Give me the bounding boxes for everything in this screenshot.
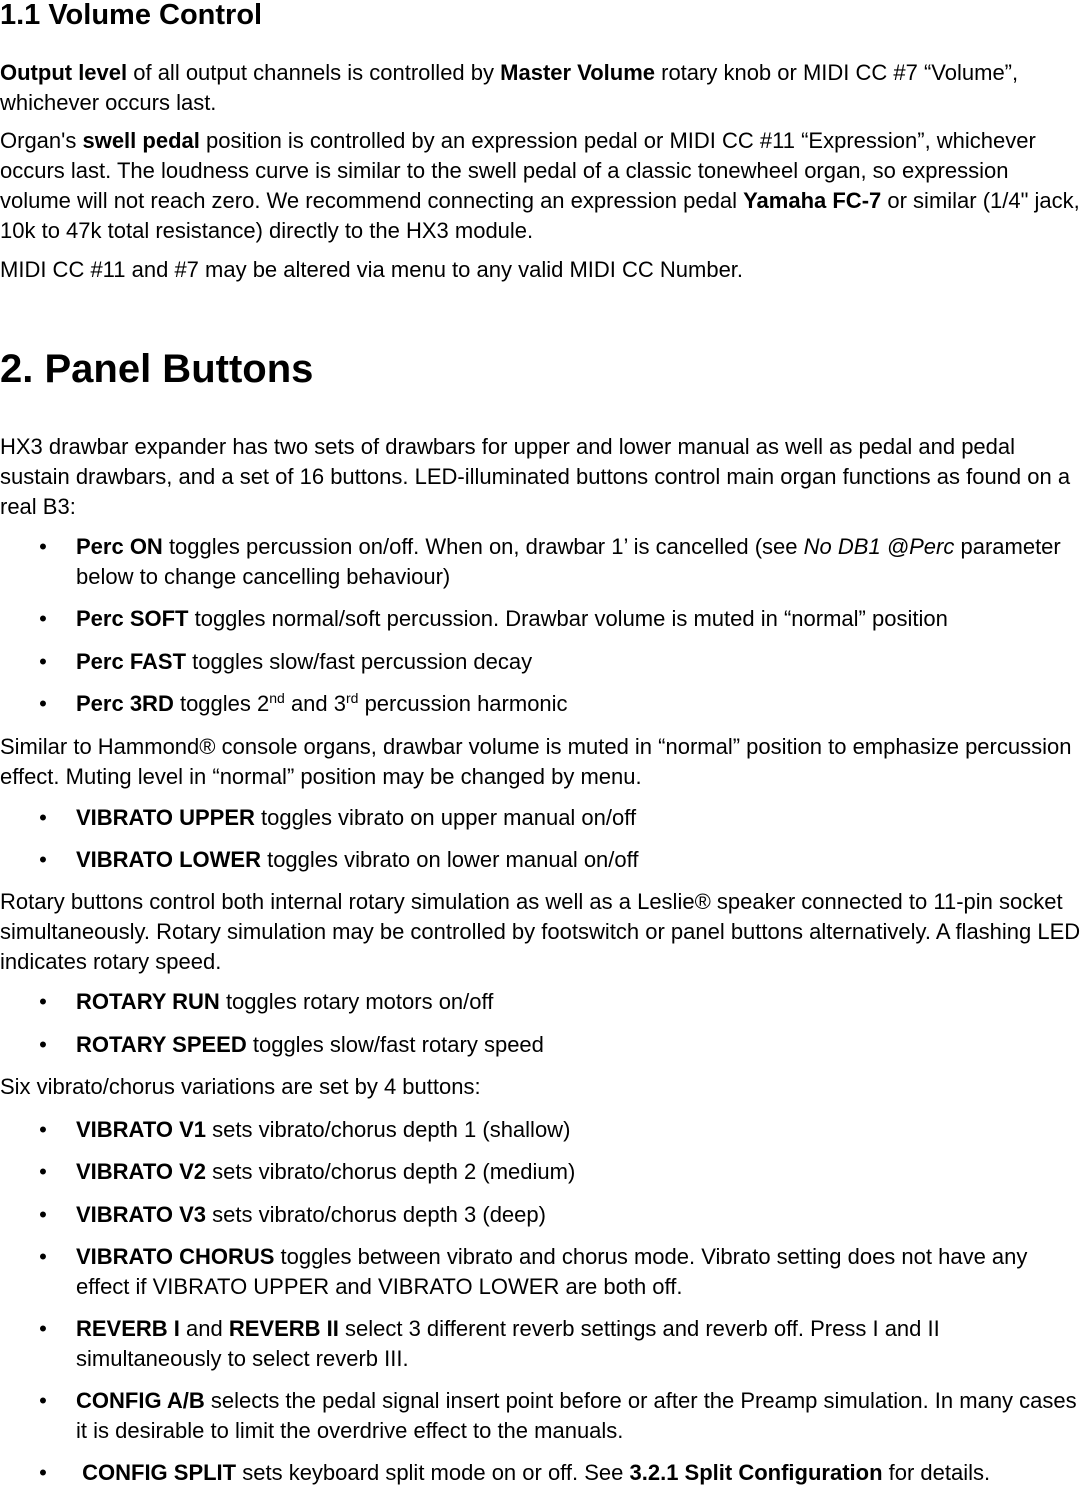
section-heading-volume-control: 1.1 Volume Control xyxy=(0,0,263,31)
term-config-ab: CONFIG A/B xyxy=(76,1388,205,1413)
list-item-vibrato-v2: • VIBRATO V2 sets vibrato/chorus depth 2 (medium) xyxy=(0,1157,1084,1187)
term-vibrato-lower: VIBRATO LOWER xyxy=(76,847,261,872)
term-perc-on: Perc ON xyxy=(76,534,163,559)
bullet-icon: • xyxy=(39,1388,47,1413)
paragraph-intro: HX3 drawbar expander has two sets of drawbars for upper and lower manual as well as pedal and pedal sustain drawbars, and a set of 16 buttons. LED-illuminated buttons control main organ functions as found on a real B3: xyxy=(0,434,1071,519)
paragraph-perc-note: Similar to Hammond® console organs, drawbar volume is muted in “normal” position to emphasize percussion effect. Muting level in “normal” position may be changed by menu. xyxy=(0,734,1072,789)
term-perc-fast: Perc FAST xyxy=(76,649,187,674)
paragraph-midi-cc: MIDI CC #11 and #7 may be altered via menu to any valid MIDI CC Number. xyxy=(0,257,744,282)
list-item-rotary-speed: • ROTARY SPEED toggles slow/fast rotary speed xyxy=(0,1030,1084,1060)
term-vibrato-upper: VIBRATO UPPER xyxy=(76,805,255,830)
bullet-icon: • xyxy=(39,805,47,830)
list-item-perc-on: • Perc ON toggles percussion on/off. When on, drawbar 1’ is cancelled (see No DB1 @Perc parameter below to change cancelling behaviour) xyxy=(0,532,1084,592)
bullet-icon: • xyxy=(39,606,47,631)
list-item-vibrato-v3: • VIBRATO V3 sets vibrato/chorus depth 3 (deep) xyxy=(0,1200,1084,1230)
list-item-vibrato-v1: • VIBRATO V1 sets vibrato/chorus depth 1 (shallow) xyxy=(0,1115,1084,1145)
list-item-rotary-run: • ROTARY RUN toggles rotary motors on/off xyxy=(0,987,1084,1017)
ref-split-configuration: 3.2.1 Split Configuration xyxy=(629,1460,883,1485)
term-rotary-speed: ROTARY SPEED xyxy=(76,1032,247,1057)
bullet-icon: • xyxy=(39,649,47,674)
term-vibrato-v3: VIBRATO V3 xyxy=(76,1202,206,1227)
bullet-icon: • xyxy=(39,847,47,872)
list-item-vibrato-lower: • VIBRATO LOWER toggles vibrato on lower manual on/off xyxy=(0,845,1084,875)
bullet-icon: • xyxy=(39,1032,47,1057)
term-master-volume: Master Volume xyxy=(500,60,655,85)
list-item-perc-soft: • Perc SOFT toggles normal/soft percussion. Drawbar volume is muted in “normal” position xyxy=(0,604,1084,634)
term-vibrato-v2: VIBRATO V2 xyxy=(76,1159,206,1184)
bullet-icon: • xyxy=(39,1202,47,1227)
bullet-icon: • xyxy=(39,1316,47,1341)
bullet-icon: • xyxy=(39,1159,47,1184)
bullet-icon: • xyxy=(39,989,47,1014)
bullet-icon: • xyxy=(39,1117,47,1142)
paragraph-rotary-note: Rotary buttons control both internal rotary simulation as well as a Leslie® speaker connected to 11-pin socket simultaneously. Rotary simulation may be controlled by footswitch or panel buttons alternatively. A flashing LED indicates rotary speed. xyxy=(0,889,1081,974)
term-config-split: CONFIG SPLIT xyxy=(76,1460,237,1485)
term-perc-3rd: Perc 3RD xyxy=(76,691,174,716)
list-item-config-ab: • CONFIG A/B selects the pedal signal insert point before or after the Preamp simulation. In many cases it is desirable to limit the overdrive effect to the manuals. xyxy=(0,1386,1084,1446)
term-swell-pedal: swell pedal xyxy=(82,128,200,153)
term-reverb-ii: REVERB II xyxy=(228,1316,339,1341)
term-vibrato-chorus: VIBRATO CHORUS xyxy=(76,1244,275,1269)
list-item-vibrato-chorus: • VIBRATO CHORUS toggles between vibrato and chorus mode. Vibrato setting does not have any effect if VIBRATO UPPER and VIBRATO LOWER are both off. xyxy=(0,1242,1084,1302)
paragraph-swell-pedal: Organ's swell pedal position is controlled by an expression pedal or MIDI CC #11 “Expression”, whichever occurs last. The loudness curve is similar to the swell pedal of a classic tonewheel organ, so expression volume will not reach zero. We recommend connecting an expression pedal Yamaha FC-7 or similar (1/4" jack, 10k to 47k total resistance) directly to the HX3 module. xyxy=(0,128,1080,243)
term-reverb-i: REVERB I xyxy=(76,1316,180,1341)
list-item-config-split: • CONFIG SPLIT sets keyboard split mode on or off. See 3.2.1 Split Configuration for details. xyxy=(0,1458,1084,1488)
section-heading-panel-buttons: 2. Panel Buttons xyxy=(0,347,314,391)
list-item-reverb: • REVERB I and REVERB II select 3 different reverb settings and reverb off. Press I and II simultaneously to select reverb III. xyxy=(0,1314,1084,1374)
term-yamaha-fc7: Yamaha FC-7 xyxy=(743,188,882,213)
term-perc-soft: Perc SOFT xyxy=(76,606,189,631)
list-item-perc-fast: • Perc FAST toggles slow/fast percussion decay xyxy=(0,647,1084,677)
bullet-icon: • xyxy=(39,1460,47,1485)
list-item-perc-3rd: • Perc 3RD toggles 2nd and 3rd percussion harmonic xyxy=(0,689,1084,719)
param-no-db1-perc: No DB1 @Perc xyxy=(803,534,955,559)
bullet-icon: • xyxy=(39,534,47,559)
paragraph-chorus-note: Six vibrato/chorus variations are set by 4 buttons: xyxy=(0,1074,481,1099)
term-rotary-run: ROTARY RUN xyxy=(76,989,220,1014)
paragraph-output-level: Output level of all output channels is controlled by Master Volume rotary knob or MIDI CC #7 “Volume”, whichever occurs last. xyxy=(0,60,1019,115)
bullet-icon: • xyxy=(39,1244,47,1269)
list-item-vibrato-upper: • VIBRATO UPPER toggles vibrato on upper manual on/off xyxy=(0,803,1084,833)
bullet-icon: • xyxy=(39,691,47,716)
term-output-level: Output level xyxy=(0,60,128,85)
term-vibrato-v1: VIBRATO V1 xyxy=(76,1117,206,1142)
